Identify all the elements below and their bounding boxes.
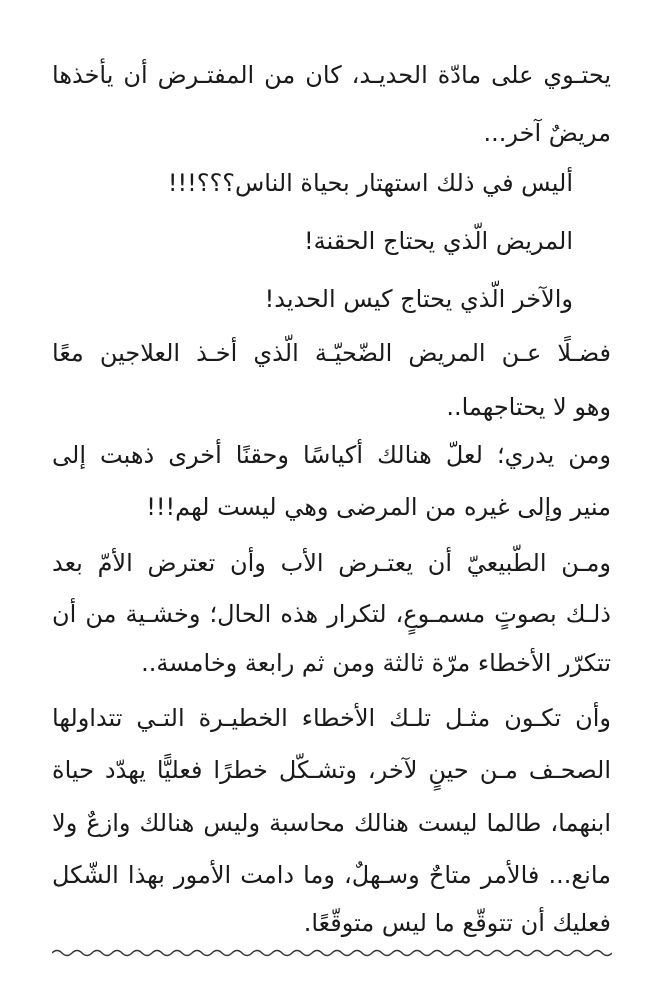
text-line: ابنهما، طالما ليست هنالك محاسبة وليس هنالك وازعٌ ولا xyxy=(52,809,611,837)
text-line: منير وإلى غيره من المرضى وهي ليست لهم!!! xyxy=(146,493,611,521)
text-line: تتكرّر الأخطاء مرّة ثالثة ومن ثم رابعة وخامسة.. xyxy=(141,649,611,677)
text-line: والآخر الّذي يحتاج كيس الحديد! xyxy=(264,285,573,313)
wavy-divider-line xyxy=(52,951,612,956)
text-line: وأن تكـون مثـل تلـك الأخطاء الخطيـرة التـي تتداولها xyxy=(52,704,611,732)
text-line: وهو لا يحتاجهما.. xyxy=(446,393,611,421)
text-line: ومن يدري؛ لعلّ هنالك أكياسًا وحقنًا أخرى ذهبت إلى xyxy=(52,441,611,469)
text-line: فعليك أن تتوقّع ما ليس متوقّعًا. xyxy=(303,909,611,937)
wavy-divider xyxy=(52,946,612,960)
text-line: مانع... فالأمر متاحٌ وسـهلٌ، وما دامت الأمور بهذا الشّكل xyxy=(52,861,611,889)
text-line: المريض الّذي يحتاج الحقنة! xyxy=(304,227,573,255)
text-line: الصحـف مـن حينٍ لآخر، وتشـكّل خطرًا فعليًّا يهدّد حياة xyxy=(52,756,611,784)
text-line: يحتـوي على مادّة الحديـد، كان من المفتـرض أن يأخذها xyxy=(52,61,611,89)
text-line: فضـلًا عـن المريض الضّحيّـة الّذي أخـذ العلاجين معًا xyxy=(52,339,611,367)
text-line: ذلـك بصوتٍ مسمـوعٍ، لتكرار هذه الحال؛ وخشـية من أن xyxy=(52,600,611,628)
text-line: ومـن الطّبيعيّ أن يعتـرض الأب وأن تعترض الأمّ بعد xyxy=(52,549,611,577)
text-line: مريضٌ آخر... xyxy=(483,119,611,147)
text-line: أليس في ذلك استهتار بحياة الناس؟؟؟!!! xyxy=(167,169,573,197)
